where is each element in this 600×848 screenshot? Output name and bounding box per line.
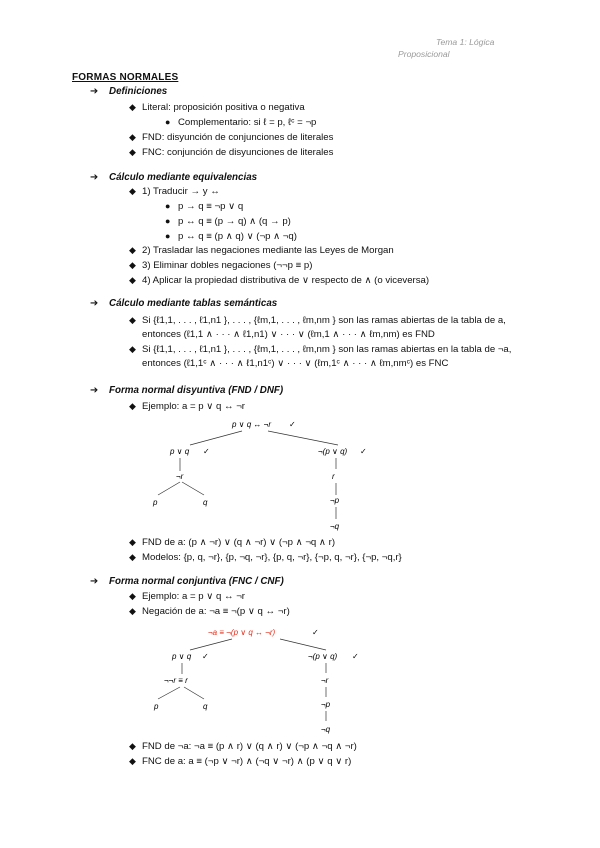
list-item: ◆ FNC: conjunción de disyunciones de literales — [129, 147, 334, 158]
tree-node: ¬p — [330, 496, 340, 505]
diamond-bullet-icon: ◆ — [129, 245, 136, 255]
tree-edge — [158, 687, 180, 699]
arrow-icon: ➔ — [90, 172, 99, 183]
tree-node: p ∨ q — [172, 652, 192, 661]
check-icon: ✓ — [360, 447, 367, 456]
tree-edge — [280, 639, 326, 650]
tree-edge — [190, 431, 242, 445]
diamond-bullet-icon: ◆ — [129, 147, 136, 157]
arrow-icon: ➔ — [90, 385, 99, 396]
section-heading: Cálculo mediante equivalencias — [109, 172, 258, 183]
diamond-bullet-icon: ◆ — [129, 344, 136, 354]
arrow-icon: ➔ — [90, 576, 99, 587]
check-icon: ✓ — [312, 628, 319, 637]
section-fnd — [90, 385, 283, 396]
tree-node: ¬¬r ≡ r — [164, 676, 188, 685]
list-item: ◆ FND de ¬a: ¬a ≡ (p ∧ r) ∨ (q ∧ r) ∨ (¬p ∧ ¬q ∧ ¬r) — [129, 741, 357, 752]
section-fnc — [90, 576, 284, 587]
diamond-bullet-icon: ◆ — [129, 401, 136, 411]
tree-node: ¬p — [321, 700, 331, 709]
tree-leaf: p — [153, 498, 158, 507]
check-icon: ✓ — [289, 420, 296, 429]
tree-node: r — [332, 472, 335, 481]
list-item: ● Complementario: si ℓ = p, ℓᶜ = ¬p — [165, 117, 317, 128]
list-item: ● p ↔ q ≡ (p ∧ q) ∨ (¬p ∧ ¬q) — [165, 231, 297, 242]
list-item: ● p → q ≡ ¬p ∨ q — [165, 201, 244, 212]
header-topic: Tema 1: Lógica — [436, 37, 495, 47]
semantic-tree-fnd — [140, 413, 400, 535]
section-tablas — [90, 298, 277, 309]
check-icon: ✓ — [203, 447, 210, 456]
check-icon: ✓ — [352, 652, 359, 661]
tree-edge — [184, 687, 204, 699]
list-item: ◆ Si {ℓ1,1, . . . , ℓ1,n1 }, . . . , {ℓm,1, . . . , ℓm,nm } son las ramas abiertas en la tabla de ¬a, entonces (ℓ1,1ᶜ ∧ · · · ∧ ℓ1,n1ᶜ) ∨ · · · ∨ (ℓm,1ᶜ ∧ · · · ∧ ℓm,nmᶜ) es FNC — [129, 344, 512, 369]
list-item: ◆ Literal: proposición positiva o negativa — [129, 102, 305, 113]
tree-node: ¬(p ∨ q) — [318, 447, 348, 456]
arrow-icon: ➔ — [90, 86, 99, 97]
list-item: ◆ FND: disyunción de conjunciones de literales — [129, 132, 334, 143]
list-item: ◆ Si {ℓ1,1, . . . , ℓ1,n1 }, . . . , {ℓm,1, . . . , ℓm,nm } son las ramas abiertas de la tabla de a, entonces (ℓ1,1 ∧ · · · ∧ ℓ1,n1) ∨ · · · ∨ (ℓm,1 ∧ · · · ∧ ℓm,nm) es FND — [129, 315, 506, 340]
list-item: ◆ Negación de a: ¬a ≡ ¬(p ∨ q ↔ ¬r) — [129, 606, 290, 617]
tree-node-root: p ∨ q ↔ ¬r — [232, 420, 271, 429]
list-item: ● p ↔ q ≡ (p → q) ∧ (q → p) — [165, 216, 291, 227]
tree-node: ¬(p ∨ q) — [308, 652, 338, 661]
arrow-icon: ➔ — [90, 298, 99, 309]
section-heading: Cálculo mediante tablas semánticas — [109, 298, 278, 309]
tree-node: ¬r — [321, 676, 329, 685]
diamond-bullet-icon: ◆ — [129, 756, 136, 766]
header-subtopic: Proposicional — [398, 49, 450, 59]
tree-node: p ∨ q — [170, 447, 190, 456]
diamond-bullet-icon: ◆ — [129, 537, 136, 547]
tree-node: ¬q — [330, 522, 340, 531]
semantic-tree-fnc — [140, 621, 400, 739]
list-item: ◆ Ejemplo: a = p ∨ q ↔ ¬r — [129, 591, 246, 602]
tree-edge — [182, 482, 204, 495]
tree-edge — [158, 482, 180, 495]
diamond-bullet-icon: ◆ — [129, 102, 136, 112]
diamond-bullet-icon: ◆ — [129, 260, 136, 270]
dot-bullet-icon: ● — [165, 216, 171, 226]
diamond-bullet-icon: ◆ — [129, 132, 136, 142]
diamond-bullet-icon: ◆ — [129, 606, 136, 616]
section-equivalencias — [90, 172, 257, 183]
section-definiciones — [90, 86, 167, 97]
section-heading: Definiciones — [109, 86, 168, 97]
list-item: ◆ 1) Traducir → y ↔ — [129, 186, 220, 197]
list-item: ◆ 2) Trasladar las negaciones mediante las Leyes de Morgan — [129, 245, 394, 256]
tree-node: ¬r — [176, 472, 184, 481]
list-item: ◆ 3) Eliminar dobles negaciones (¬¬p ≡ p) — [129, 260, 313, 271]
diamond-bullet-icon: ◆ — [129, 186, 136, 196]
section-heading: Forma normal disyuntiva (FND / DNF) — [109, 385, 284, 396]
tree-leaf: p — [154, 702, 159, 711]
diamond-bullet-icon: ◆ — [129, 275, 136, 285]
check-icon: ✓ — [202, 652, 209, 661]
list-item: ◆ FNC de a: a ≡ (¬p ∨ ¬r) ∧ (¬q ∨ ¬r) ∧ (p ∨ q ∨ r) — [129, 756, 352, 767]
tree-leaf: q — [203, 702, 208, 711]
list-item: ◆ FND de a: (p ∧ ¬r) ∨ (q ∧ ¬r) ∨ (¬p ∧ ¬q ∧ r) — [129, 537, 336, 548]
list-item: ◆ 4) Aplicar la propiedad distributiva de ∨ respecto de ∧ (o viceversa) — [129, 275, 430, 286]
page-title: FORMAS NORMALES — [72, 72, 179, 83]
dot-bullet-icon: ● — [165, 201, 171, 211]
dot-bullet-icon: ● — [165, 117, 171, 127]
tree-leaf: q — [203, 498, 208, 507]
tree-edge — [268, 431, 338, 445]
diamond-bullet-icon: ◆ — [129, 315, 136, 325]
diamond-bullet-icon: ◆ — [129, 741, 136, 751]
section-heading: Forma normal conjuntiva (FNC / CNF) — [109, 576, 284, 587]
list-item: ◆ Ejemplo: a = p ∨ q ↔ ¬r — [129, 401, 246, 412]
dot-bullet-icon: ● — [165, 231, 171, 241]
tree-node-root: ¬a ≡ ¬(p ∨ q ↔ ¬r) — [208, 628, 276, 637]
list-item: ◆ Modelos: {p, q, ¬r}, {p, ¬q, ¬r}, {p, q, ¬r}, {¬p, q, ¬r}, {¬p, ¬q,r} — [129, 552, 402, 563]
tree-node: ¬q — [321, 725, 331, 734]
diamond-bullet-icon: ◆ — [129, 552, 136, 562]
tree-edge — [190, 639, 232, 650]
diamond-bullet-icon: ◆ — [129, 591, 136, 601]
